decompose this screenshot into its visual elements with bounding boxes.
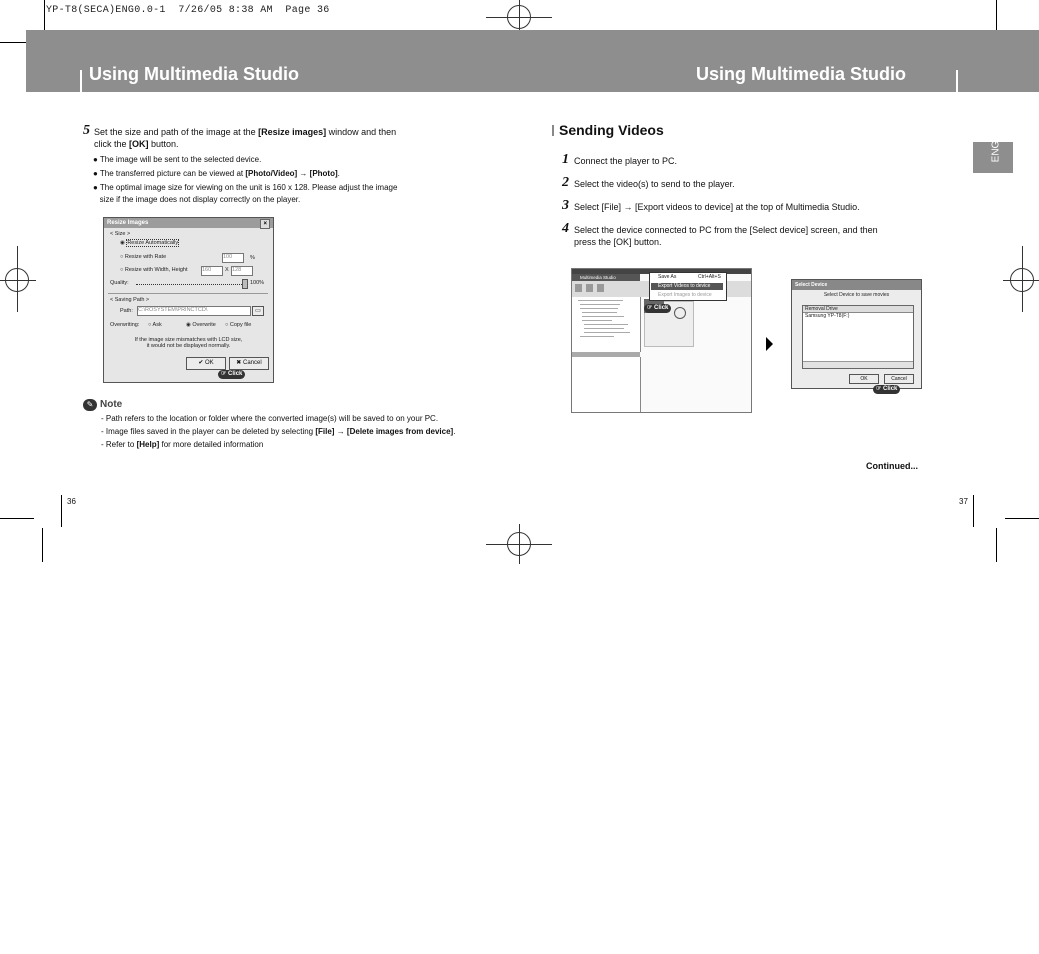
radio-resize-auto[interactable]: ◉ Resize Automatically [120, 240, 179, 246]
ok-button[interactable]: OK [849, 374, 879, 384]
menu-item-export-images[interactable]: Export Images to device [658, 292, 712, 298]
step-text: Select the device connected to PC from the [Select device] screen, and then [574, 225, 878, 235]
header-accent-bar [956, 70, 958, 92]
section-title: Sending Videos [559, 122, 664, 138]
path-label: Path: [120, 308, 133, 314]
radio-label: Resize with Rate [124, 254, 167, 260]
crop-mark [0, 518, 34, 519]
note-line [101, 439, 501, 451]
page-rule [61, 495, 62, 527]
browse-folder-icon[interactable]: ▭ [252, 306, 264, 316]
menu-item-export-videos[interactable]: Export Videos to device [651, 283, 723, 290]
language-tab [973, 142, 1013, 173]
click-badge: ☞ Click [873, 385, 900, 394]
toolbar-export-icon[interactable] [597, 284, 604, 292]
step-number: 4 [562, 221, 569, 236]
crop-mark [1005, 518, 1039, 519]
header-accent-bar [80, 70, 82, 92]
step-text: Select [File] [574, 202, 624, 212]
arrow-glyph: → [623, 202, 633, 212]
step-text: press the [OK] button. [574, 237, 662, 247]
arrow-glyph: → [297, 169, 310, 178]
cancel-button[interactable]: Cancel [884, 374, 914, 384]
quality-slider-handle[interactable] [242, 279, 248, 289]
list-item: ● The optimal image size for viewing on the unit is 160 x 128. Please adjust the image size if the image does not display correctly on the player. [93, 183, 398, 204]
radio-label: Resize Automatically [127, 240, 179, 246]
list-item: ● The image will be sent to the selected device. [93, 155, 262, 164]
bullet-text: The optimal image size for viewing on the unit is 160 x 128. Please adjust the image [99, 183, 398, 192]
button-label: OK [205, 360, 214, 366]
mismatch-notice [104, 337, 273, 349]
select-device-dialog [791, 279, 922, 392]
folder-tree[interactable] [572, 297, 641, 352]
quality-slider[interactable] [136, 284, 244, 286]
crop-mark [42, 528, 43, 562]
quality-label: Quality: [110, 280, 129, 286]
crop-mark [996, 0, 997, 30]
toolbar-folder-icon[interactable] [586, 284, 593, 292]
registration-mark-line [1022, 246, 1023, 312]
click-badge: ☞ Click [644, 304, 671, 313]
path-group-label: < Saving Path > [110, 297, 150, 303]
registration-mark-line [0, 280, 36, 281]
step-number: 5 [83, 123, 90, 138]
file-menu-popup [649, 272, 727, 301]
width-input[interactable]: 160 [201, 266, 223, 276]
size-group-label: < Size > [110, 231, 131, 237]
step-5-text [94, 126, 474, 150]
dialog-title: Resize Images [107, 220, 149, 226]
registration-mark-line [1003, 280, 1039, 281]
note-bold: [File] [315, 427, 335, 436]
click-label: Click [654, 305, 669, 311]
radio-resize-rate[interactable]: ○ Resize with Rate [120, 254, 167, 260]
bullet-text: . [337, 169, 340, 178]
group-divider [108, 293, 268, 294]
step-number: 1 [562, 152, 569, 167]
button-label: Cancel [243, 360, 262, 366]
step-text: window and then [326, 127, 397, 137]
disc-icon [674, 307, 686, 319]
radio-label: Resize with Width, Height [124, 267, 188, 273]
radio-ow-overwrite[interactable]: ◉ Overwrite [186, 322, 216, 328]
step-2-text: Select the video(s) to send to the player. [574, 179, 735, 189]
registration-mark-line [17, 246, 18, 312]
click-label: Click [228, 371, 243, 377]
radio-label: Ask [152, 322, 162, 328]
click-label: Click [883, 386, 898, 392]
step-text: button. [148, 139, 179, 149]
dimension-separator: X [225, 267, 229, 273]
note-text: . [453, 427, 456, 436]
note-title: Note [100, 399, 123, 410]
bullet-list [93, 154, 473, 206]
dialog-titlebar [104, 218, 273, 228]
step-4-text [574, 224, 934, 248]
note-bold: [Help] [136, 440, 160, 449]
note-icon: ✎ [83, 399, 97, 411]
note-text: - Refer to [101, 440, 137, 449]
resize-images-dialog [103, 217, 274, 383]
radio-resize-wh[interactable]: ○ Resize with Width, Height [120, 267, 188, 273]
step-3-text [574, 201, 860, 213]
registration-mark-line [519, 0, 520, 32]
toolbar-save-icon[interactable] [575, 284, 582, 292]
cancel-button[interactable]: ✖ Cancel [229, 357, 269, 370]
radio-ow-ask[interactable]: ○ Ask [148, 322, 162, 328]
crop-mark [996, 528, 997, 562]
rate-unit: % [250, 255, 255, 261]
print-slug: YP-T8(SECA)ENG0.0-1 7/26/05 8:38 AM Page 36 [46, 5, 330, 16]
language-tab-label: ENG [990, 140, 1002, 163]
studio-window [571, 268, 752, 413]
device-list-item[interactable]: Samsung YP-T8(F:) [805, 313, 850, 319]
ok-button[interactable]: ✔ OK [186, 357, 226, 370]
dialog-titlebar: Select Device [792, 280, 921, 290]
step-1-text: Connect the player to PC. [574, 156, 678, 166]
step-text: [Export videos to device] at the top of Multimedia Studio. [632, 202, 860, 212]
overwriting-label: Overwriting: [110, 322, 140, 328]
crop-mark [44, 0, 45, 30]
bullet-bold: [Photo] [309, 169, 338, 178]
click-badge: ☞ Click [218, 370, 245, 379]
step-bold: [OK] [129, 139, 149, 149]
arrow-glyph: → [334, 427, 347, 436]
continued-label: Continued... [866, 461, 918, 471]
bullet-bold: [Photo/Video] [245, 169, 298, 178]
page-number-left: 36 [67, 497, 76, 506]
step-number: 2 [562, 175, 569, 190]
section-accent-bar [552, 125, 554, 136]
note-line [101, 426, 501, 438]
step-bold: [Resize images] [258, 127, 327, 137]
next-arrow-icon [766, 337, 773, 351]
close-icon[interactable]: × [260, 219, 270, 229]
studio-tab[interactable]: Multimedia Studio [572, 274, 640, 281]
bullet-text: The image will be sent to the selected device. [99, 155, 262, 164]
notice-line: it would not be displayed normally. [146, 343, 231, 349]
quality-value: 100% [250, 280, 265, 286]
notice-line: If the image size mismatches with LCD size, [134, 337, 243, 343]
note-line: - Path refers to the location or folder where the converted image(s) will be saved to on your PC. [101, 414, 439, 423]
list-item: ● The transferred picture can be viewed at [Photo/Video] → [Photo]. [93, 169, 340, 178]
page-rule [973, 495, 974, 527]
note-text: - Image files saved in the player can be deleted by selecting [101, 427, 316, 436]
right-page-title: Using Multimedia Studio [696, 64, 906, 84]
note-body [101, 413, 501, 451]
radio-label: Copy file [229, 322, 252, 328]
registration-mark-line [519, 524, 520, 564]
menu-shortcut: Ctrl+Alt+S [698, 274, 721, 280]
device-list-header[interactable]: Removal Drive [803, 306, 913, 313]
radio-label: Overwrite [192, 322, 216, 328]
note-text: for more detailed information [159, 440, 264, 449]
horizontal-scrollbar[interactable] [803, 361, 913, 368]
bullet-text: size if the image does not display correctly on the player. [99, 195, 301, 204]
page-number-right: 37 [959, 497, 968, 506]
height-input[interactable]: 128 [231, 266, 253, 276]
menu-item-save-as[interactable]: Save As [658, 274, 677, 280]
rate-input[interactable]: 100 [222, 253, 244, 263]
step-text: click the [94, 139, 130, 149]
left-page-title: Using Multimedia Studio [89, 64, 299, 84]
select-device-prompt: Select Device to save movies [823, 292, 890, 298]
step-number: 3 [562, 198, 569, 213]
bullet-text: The transferred picture can be viewed at [99, 169, 246, 178]
device-list[interactable] [802, 305, 914, 369]
device-panel [572, 357, 641, 412]
radio-ow-copy[interactable]: ○ Copy file [225, 322, 252, 328]
note-bold: [Delete images from device] [346, 427, 454, 436]
step-text: Set the size and path of the image at the [94, 127, 259, 137]
path-input[interactable]: C:\ROSYSTEM\PRINCTCD\ [137, 306, 251, 316]
